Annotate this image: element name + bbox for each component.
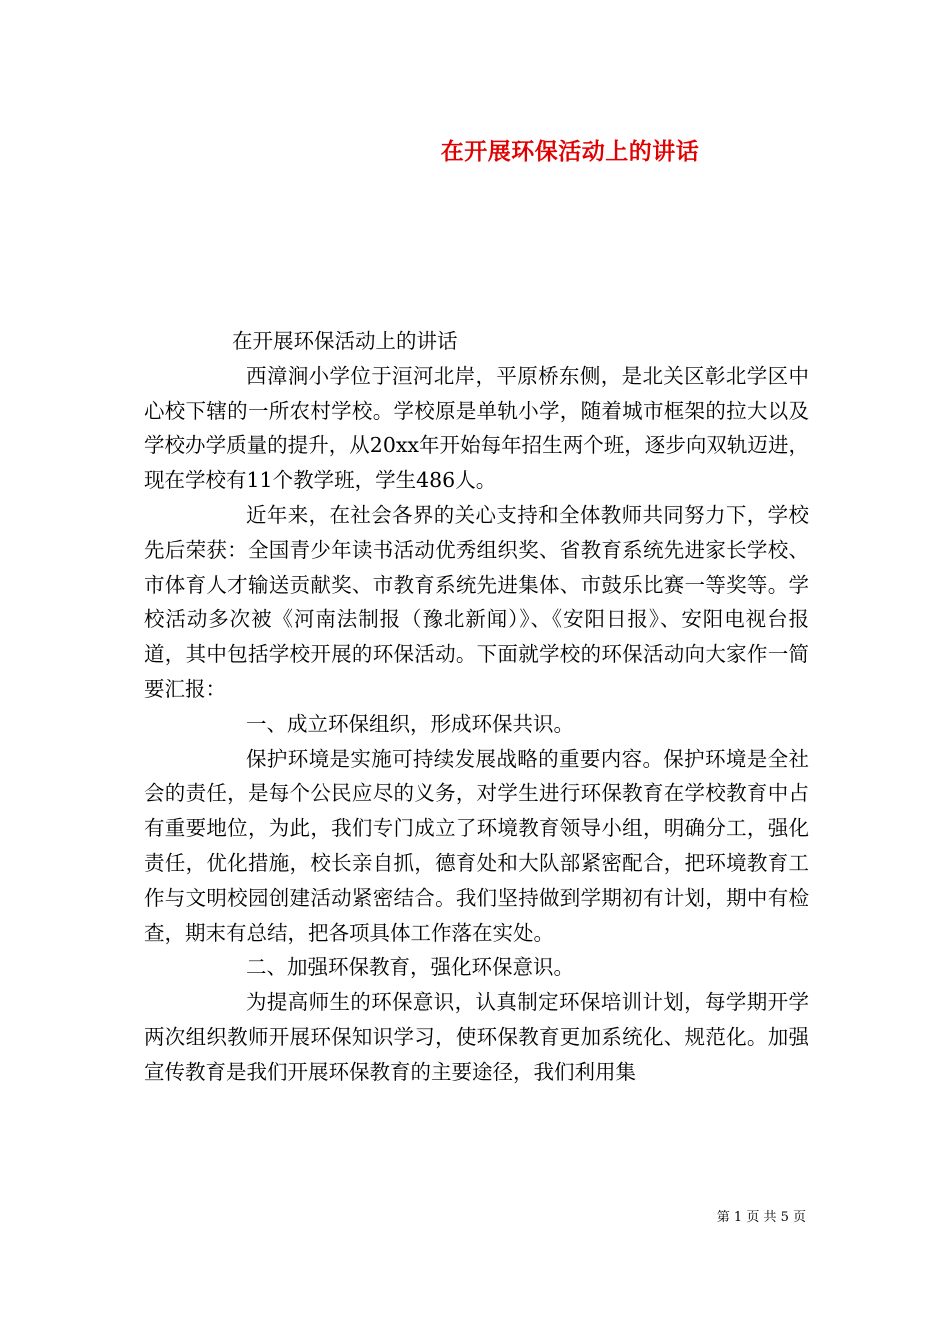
paragraph-honors: 近年来，在社会各界的关心支持和全体教师共同努力下，学校先后荣获：全国青少年读书活动优秀组织奖、省教育系统先进家长学校、市体育人才输送贡献奖、市教育系统先进集体、市鼓乐比赛一等奖等。学校活动多次被《河南法制报（豫北新闻）》、《安阳日报》、安阳电视台报道，其中包括学校开展的环保活动。下面就学校的环保活动向大家作一简要汇报： bbox=[144, 502, 809, 701]
paragraph-organization: 保护环境是实施可持续发展战略的重要内容。保护环境是全社会的责任，是每个公民应尽的义务，对学生进行环保教育在学校教育中占有重要地位，为此，我们专门成立了环境教育领导小组，明确分工，强化责任，优化措施，校长亲自抓，德育处和大队部紧密配合，把环境教育工作与文明校园创建活动紧密结合。我们坚持做到学期初有计划，期中有检查，期末有总结，把各项具体工作落在实处。 bbox=[144, 746, 809, 945]
paragraph-intro: 西漳涧小学位于洹河北岸，平原桥东侧，是北关区彰北学区中心校下辖的一所农村学校。学校原是单轨小学，随着城市框架的拉大以及学校办学质量的提升，从20xx年开始每年招生两个班，逐步向双轨迈进，现在学校有11个教学班，学生486人。 bbox=[144, 363, 809, 493]
section-heading-2: 二、加强环保教育，强化环保意识。 bbox=[246, 955, 574, 980]
paragraph-education: 为提高师生的环保意识，认真制定环保培训计划，每学期开学两次组织教师开展环保知识学习，使环保教育更加系统化、规范化。加强宣传教育是我们开展环保教育的主要途径，我们利用集 bbox=[144, 990, 809, 1084]
document-subtitle: 在开展环保活动上的讲话 bbox=[232, 329, 458, 353]
document-body bbox=[144, 324, 809, 1090]
page-title: 在开展环保活动上的讲话 bbox=[440, 138, 700, 165]
page-number: 第 1 页 共 5 页 bbox=[716, 1210, 806, 1225]
section-heading-1: 一、成立环保组织，形成环保共识。 bbox=[246, 711, 574, 736]
